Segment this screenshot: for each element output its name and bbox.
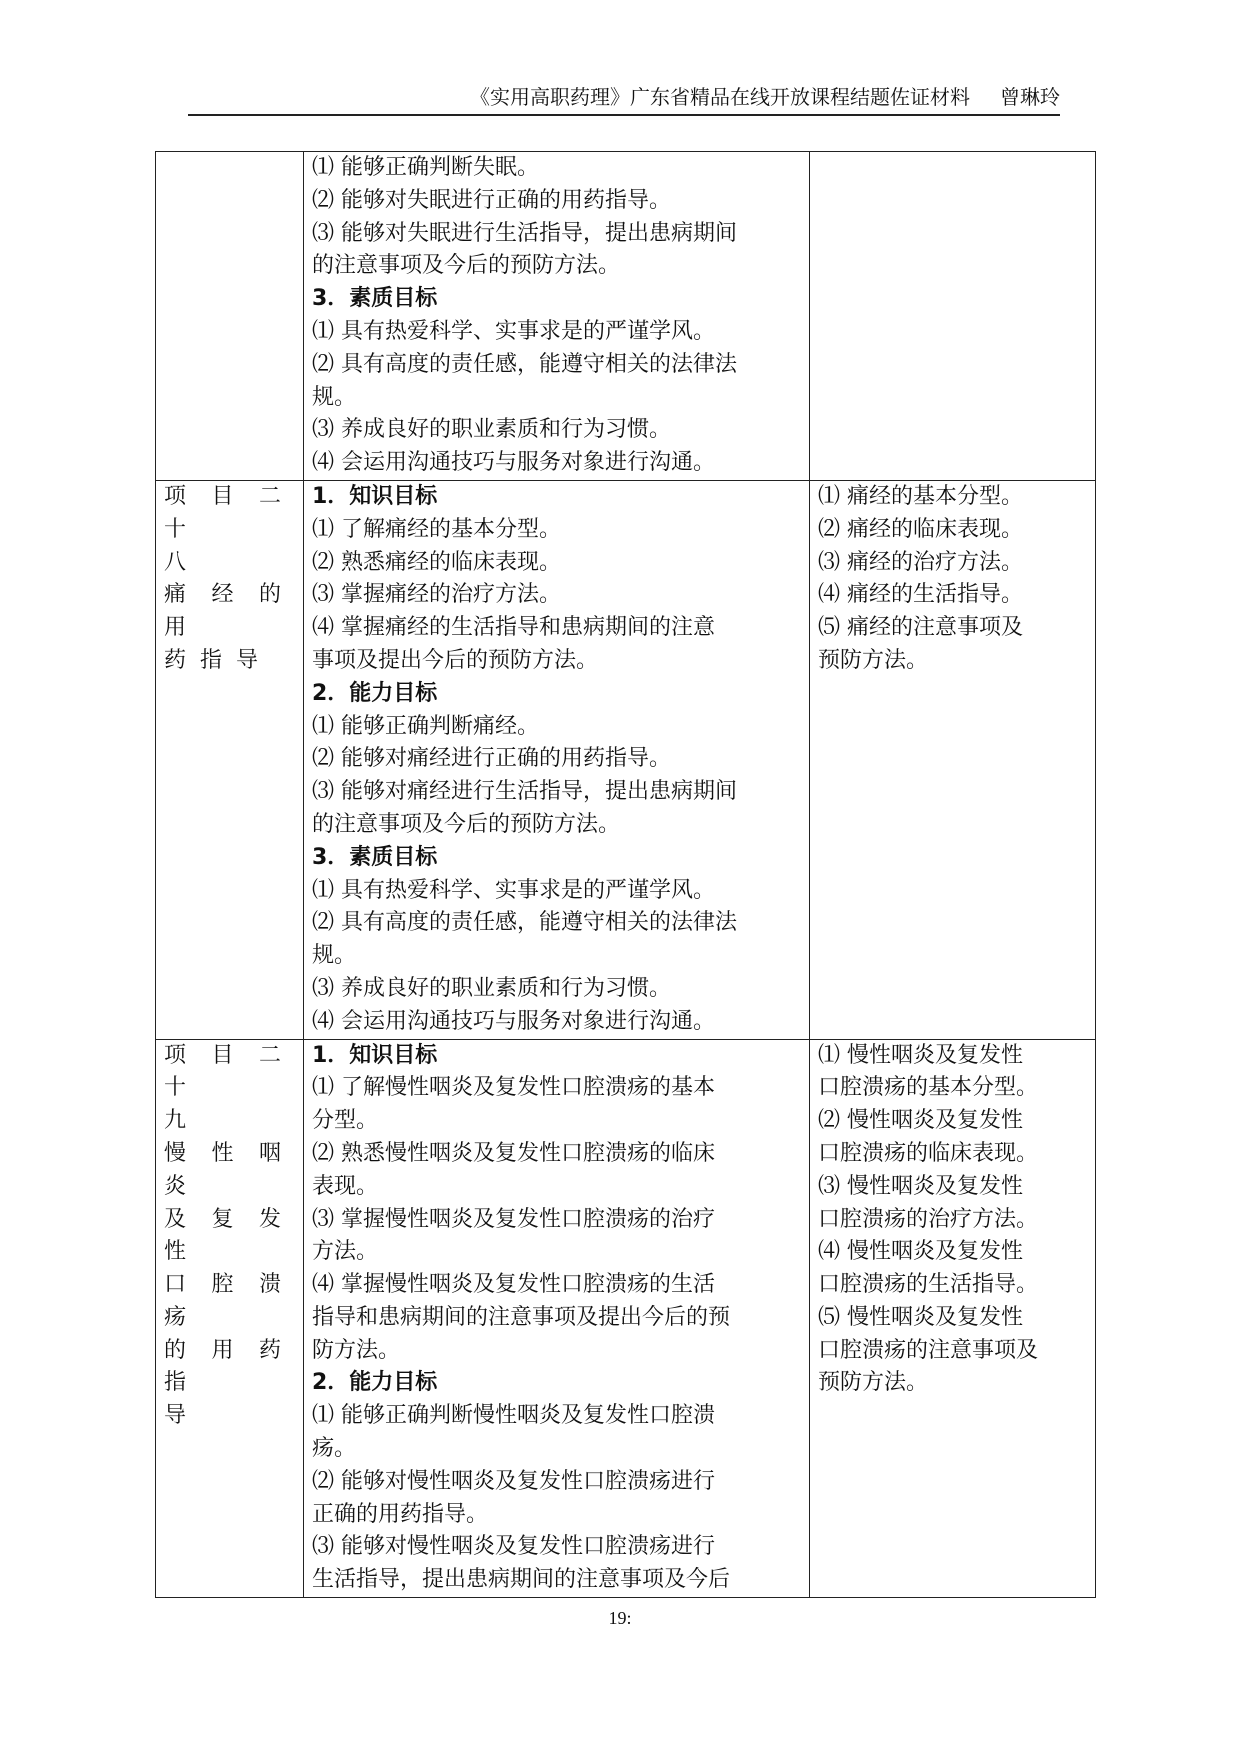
table-row bbox=[156, 1039, 1096, 1598]
content-cell bbox=[810, 152, 1096, 481]
objective-heading: 1．知识目标 bbox=[312, 483, 438, 509]
objective-line: 的注意事项及今后的预防方法。 bbox=[312, 811, 621, 837]
project-title-line: 药指导 bbox=[164, 647, 273, 673]
header-author: 曾琳玲 bbox=[1000, 85, 1060, 109]
objective-line: ⑵ 具有高度的责任感，能遵守相关的法律法 bbox=[312, 910, 737, 936]
objective-line: ⑵ 熟悉痛经的临床表现。 bbox=[312, 549, 561, 575]
objectives-cell bbox=[304, 1039, 810, 1598]
content-line: ⑸ 痛经的注意事项及 bbox=[818, 615, 1023, 641]
objective-line: ⑴ 具有热爱科学、实事求是的严谨学风。 bbox=[312, 318, 715, 344]
content-line: 口腔溃疡的注意事项及 bbox=[818, 1337, 1039, 1363]
project-title-line: 及复发性 bbox=[164, 1206, 295, 1265]
objective-line: ⑵ 能够对痛经进行正确的用药指导。 bbox=[312, 746, 671, 772]
objective-line: ⑵ 能够对失眠进行正确的用药指导。 bbox=[312, 187, 671, 213]
project-title-line: 导 bbox=[164, 1403, 187, 1429]
objective-line: ⑷ 掌握痛经的生活指导和患病期间的注意 bbox=[312, 615, 715, 641]
objective-line: ⑴ 能够正确判断失眠。 bbox=[312, 155, 539, 180]
project-title-line: 口腔溃疡 bbox=[164, 1272, 295, 1330]
content-line: ⑵ 慢性咽炎及复发性 bbox=[818, 1108, 1023, 1134]
page-header bbox=[188, 84, 1060, 116]
objective-heading: 1．知识目标 bbox=[312, 1042, 438, 1068]
table-row bbox=[156, 152, 1096, 481]
objective-heading: 3．素质目标 bbox=[312, 286, 438, 312]
project-cell bbox=[156, 1039, 304, 1598]
objective-line: ⑶ 掌握慢性咽炎及复发性口腔溃疡的治疗 bbox=[312, 1206, 715, 1232]
objective-line: 防方法。 bbox=[312, 1337, 401, 1363]
objectives-cell bbox=[304, 152, 810, 481]
content-line: ⑴ 痛经的基本分型。 bbox=[818, 483, 1023, 509]
objective-line: ⑶ 能够对痛经进行生活指导，提出患病期间 bbox=[312, 779, 737, 805]
table-row bbox=[156, 480, 1096, 1039]
objective-heading: 2．能力目标 bbox=[312, 680, 438, 706]
objective-line: ⑶ 能够对失眠进行生活指导，提出患病期间 bbox=[312, 220, 737, 246]
objective-line: ⑶ 能够对慢性咽炎及复发性口腔溃疡进行 bbox=[312, 1534, 715, 1560]
objectives-cell bbox=[304, 480, 810, 1039]
content-line: 预防方法。 bbox=[818, 647, 929, 673]
header-title: 《实用高职药理》广东省精品在线开放课程结题佐证材料 bbox=[470, 85, 970, 109]
content-cell bbox=[810, 1039, 1096, 1598]
objective-line: 正确的用药指导。 bbox=[312, 1501, 489, 1527]
content-cell bbox=[810, 480, 1096, 1039]
content-line: ⑵ 痛经的临床表现。 bbox=[818, 516, 1023, 542]
content-line: ⑸ 慢性咽炎及复发性 bbox=[818, 1304, 1023, 1330]
objective-line: ⑵ 能够对慢性咽炎及复发性口腔溃疡进行 bbox=[312, 1468, 715, 1494]
page-number: 19: bbox=[608, 1608, 632, 1628]
objective-line: ⑶ 养成良好的职业素质和行为习惯。 bbox=[312, 975, 671, 1001]
project-title-line: 项目二十 bbox=[164, 1042, 295, 1101]
content-line: ⑷ 痛经的生活指导。 bbox=[818, 582, 1023, 608]
project-title-line: 的用药指 bbox=[164, 1337, 295, 1396]
objective-line: ⑶ 掌握痛经的治疗方法。 bbox=[312, 582, 561, 608]
content-line: ⑷ 慢性咽炎及复发性 bbox=[818, 1239, 1023, 1265]
objective-line: 规。 bbox=[312, 384, 357, 410]
content-line: ⑴ 慢性咽炎及复发性 bbox=[818, 1042, 1023, 1068]
objective-line: 规。 bbox=[312, 943, 357, 969]
content-line: 口腔溃疡的临床表现。 bbox=[818, 1140, 1039, 1166]
curriculum-table bbox=[155, 151, 1096, 1598]
objective-line: 的注意事项及今后的预防方法。 bbox=[312, 253, 621, 279]
objective-line: 分型。 bbox=[312, 1108, 379, 1134]
objective-line: ⑷ 会运用沟通技巧与服务对象进行沟通。 bbox=[312, 1008, 715, 1034]
objective-line: ⑷ 会运用沟通技巧与服务对象进行沟通。 bbox=[312, 450, 715, 476]
objective-line: ⑴ 了解痛经的基本分型。 bbox=[312, 516, 561, 542]
objective-line: 事项及提出今后的预防方法。 bbox=[312, 647, 599, 673]
objective-heading: 3．素质目标 bbox=[312, 844, 438, 870]
objective-line: ⑷ 掌握慢性咽炎及复发性口腔溃疡的生活 bbox=[312, 1272, 715, 1298]
project-cell bbox=[156, 152, 304, 481]
objective-line: ⑶ 养成良好的职业素质和行为习惯。 bbox=[312, 417, 671, 443]
objective-line: 指导和患病期间的注意事项及提出今后的预 bbox=[312, 1304, 731, 1330]
content-line: 口腔溃疡的基本分型。 bbox=[818, 1075, 1039, 1101]
content-line: 口腔溃疡的治疗方法。 bbox=[818, 1206, 1039, 1232]
objective-line: ⑴ 能够正确判断痛经。 bbox=[312, 713, 539, 739]
objective-line: 疡。 bbox=[312, 1436, 357, 1462]
objective-line: ⑵ 具有高度的责任感，能遵守相关的法律法 bbox=[312, 351, 737, 377]
objective-line: ⑵ 熟悉慢性咽炎及复发性口腔溃疡的临床 bbox=[312, 1140, 715, 1166]
project-title-line: 痛经的用 bbox=[164, 582, 295, 641]
project-title-line: 八 bbox=[164, 549, 187, 575]
objective-line: 表现。 bbox=[312, 1173, 379, 1199]
content-line: 预防方法。 bbox=[818, 1370, 929, 1396]
objective-line: ⑴ 了解慢性咽炎及复发性口腔溃疡的基本 bbox=[312, 1075, 715, 1101]
project-title-line: 九 bbox=[164, 1108, 187, 1134]
project-title-line: 项目二十 bbox=[164, 483, 295, 542]
content-line: ⑶ 痛经的治疗方法。 bbox=[818, 549, 1023, 575]
objective-line: ⑴ 能够正确判断慢性咽炎及复发性口腔溃 bbox=[312, 1403, 715, 1429]
objective-line: 生活指导，提出患病期间的注意事项及今后 bbox=[312, 1567, 731, 1593]
objective-line: ⑴ 具有热爱科学、实事求是的严谨学风。 bbox=[312, 877, 715, 903]
content-line: ⑶ 慢性咽炎及复发性 bbox=[818, 1173, 1023, 1199]
project-cell bbox=[156, 480, 304, 1039]
project-title-line: 慢性咽炎 bbox=[164, 1140, 295, 1199]
objective-line: 方法。 bbox=[312, 1239, 379, 1265]
objective-heading: 2．能力目标 bbox=[312, 1370, 438, 1396]
content-line: 口腔溃疡的生活指导。 bbox=[818, 1272, 1039, 1298]
